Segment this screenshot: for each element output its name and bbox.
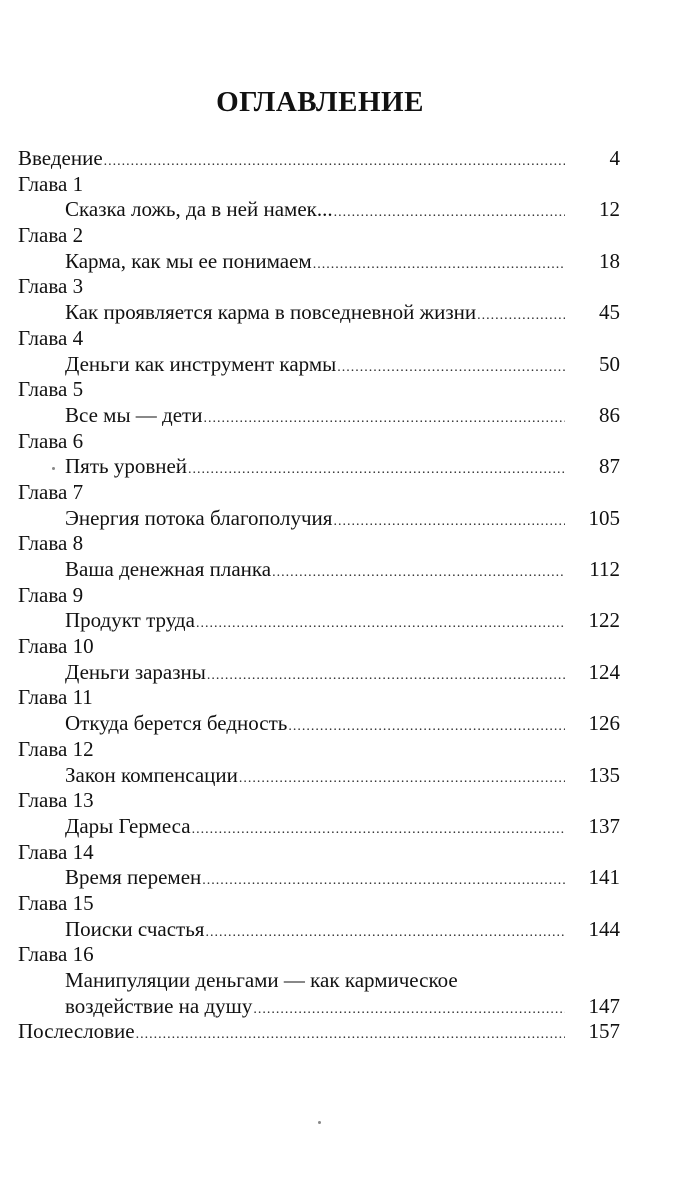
entry-title: Поиски счастья	[65, 916, 205, 941]
toc-entry	[18, 403, 620, 429]
entry-title: Время перемен	[65, 865, 202, 890]
chapter-heading	[18, 326, 620, 352]
toc-entry	[18, 660, 620, 686]
page-number: 4	[609, 146, 620, 170]
chapter-heading	[18, 737, 620, 763]
entry-title: Пять уровней	[65, 454, 188, 479]
chapter-heading	[18, 480, 620, 506]
toc-entry	[18, 763, 620, 789]
page-number: 12	[599, 197, 620, 222]
table-of-contents	[18, 146, 620, 1045]
chapter-heading	[18, 840, 620, 866]
toc-entry	[18, 711, 620, 737]
entry-title: Все мы — дети	[65, 402, 203, 427]
toc-entry	[18, 994, 620, 1020]
page-number: 124	[588, 659, 620, 684]
chapter-heading	[18, 788, 620, 814]
page-number: 126	[588, 711, 620, 736]
chapter-heading	[18, 942, 620, 968]
toc-entry	[18, 506, 620, 532]
entry-title: Дары Гермеса	[65, 813, 191, 838]
page-number: 45	[599, 300, 620, 325]
toc-entry	[18, 300, 620, 326]
chapter-heading	[18, 274, 620, 300]
chapter-label: Глава 14	[18, 839, 94, 864]
page-number: 141	[588, 865, 620, 890]
chapter-label: Глава 5	[18, 377, 84, 402]
chapter-heading	[18, 172, 620, 198]
entry-title: Продукт труда	[65, 608, 195, 633]
print-speck	[52, 467, 55, 470]
page-number: 50	[599, 351, 620, 376]
chapter-label: Глава 1	[18, 171, 84, 196]
chapter-label: Глава 11	[18, 685, 93, 710]
chapter-label: Глава 4	[18, 325, 84, 350]
chapter-label: Глава 7	[18, 479, 84, 504]
toc-entry	[18, 352, 620, 378]
dot-leader	[136, 1022, 565, 1048]
chapter-label: Глава 6	[18, 428, 84, 453]
toc-entry	[18, 608, 620, 634]
toc-entry	[18, 249, 620, 275]
toc-entry	[18, 146, 620, 172]
toc-entry-line	[18, 968, 620, 994]
page-number: 137	[588, 813, 620, 838]
entry-title: Закон компенсации	[65, 762, 238, 787]
chapter-label: Глава 10	[18, 634, 94, 659]
page-number: 135	[588, 762, 620, 787]
page-number: 112	[589, 557, 620, 581]
page-number: 157	[588, 1019, 620, 1044]
chapter-heading	[18, 429, 620, 455]
page-number: 86	[599, 402, 620, 427]
entry-title: Как проявляется карма в повседневной жизни	[65, 300, 477, 325]
entry-title: Ваша денежная планка	[65, 557, 272, 581]
page-number: 122	[588, 608, 620, 633]
chapter-heading	[18, 634, 620, 660]
chapter-heading	[18, 685, 620, 711]
entry-title: Манипуляции деньгами — как кармическое	[65, 968, 458, 992]
chapter-heading	[18, 891, 620, 917]
chapter-label: Глава 8	[18, 531, 84, 556]
toc-entry	[18, 917, 620, 943]
chapter-label: Глава 2	[18, 223, 84, 248]
chapter-label: Глава 9	[18, 582, 84, 607]
page-number: 87	[599, 454, 620, 479]
entry-title: Сказка ложь, да в ней намек...	[65, 197, 333, 222]
chapter-label: Глава 13	[18, 788, 94, 813]
entry-title: Энергия потока благополучия	[65, 505, 333, 530]
chapter-heading	[18, 583, 620, 609]
entry-title: Карма, как мы ее понимаем	[65, 248, 312, 273]
chapter-label: Глава 3	[18, 274, 84, 299]
entry-title: Послесловие	[18, 1019, 135, 1044]
entry-title: Деньги как инструмент кармы	[65, 351, 337, 376]
entry-title: Откуда берется бедность	[65, 711, 288, 736]
page-number: 144	[588, 916, 620, 941]
page-number: 105	[588, 505, 620, 530]
toc-entry	[18, 454, 620, 480]
print-speck	[318, 1121, 321, 1124]
toc-entry	[18, 865, 620, 891]
toc-entry	[18, 557, 620, 583]
chapter-label: Глава 16	[18, 942, 94, 967]
entry-title: Введение	[18, 146, 103, 170]
toc-entry	[18, 1019, 620, 1045]
toc-entry	[18, 197, 620, 223]
chapter-heading	[18, 377, 620, 403]
chapter-heading	[18, 531, 620, 557]
page-number: 18	[599, 248, 620, 273]
toc-entry	[18, 814, 620, 840]
page-title: ОГЛАВЛЕНИЕ	[216, 86, 424, 118]
chapter-heading	[18, 223, 620, 249]
entry-title: воздействие на душу	[65, 993, 253, 1018]
chapter-label: Глава 15	[18, 890, 94, 915]
page-number: 147	[588, 993, 620, 1018]
chapter-label: Глава 12	[18, 736, 94, 761]
entry-title: Деньги заразны	[65, 659, 206, 684]
